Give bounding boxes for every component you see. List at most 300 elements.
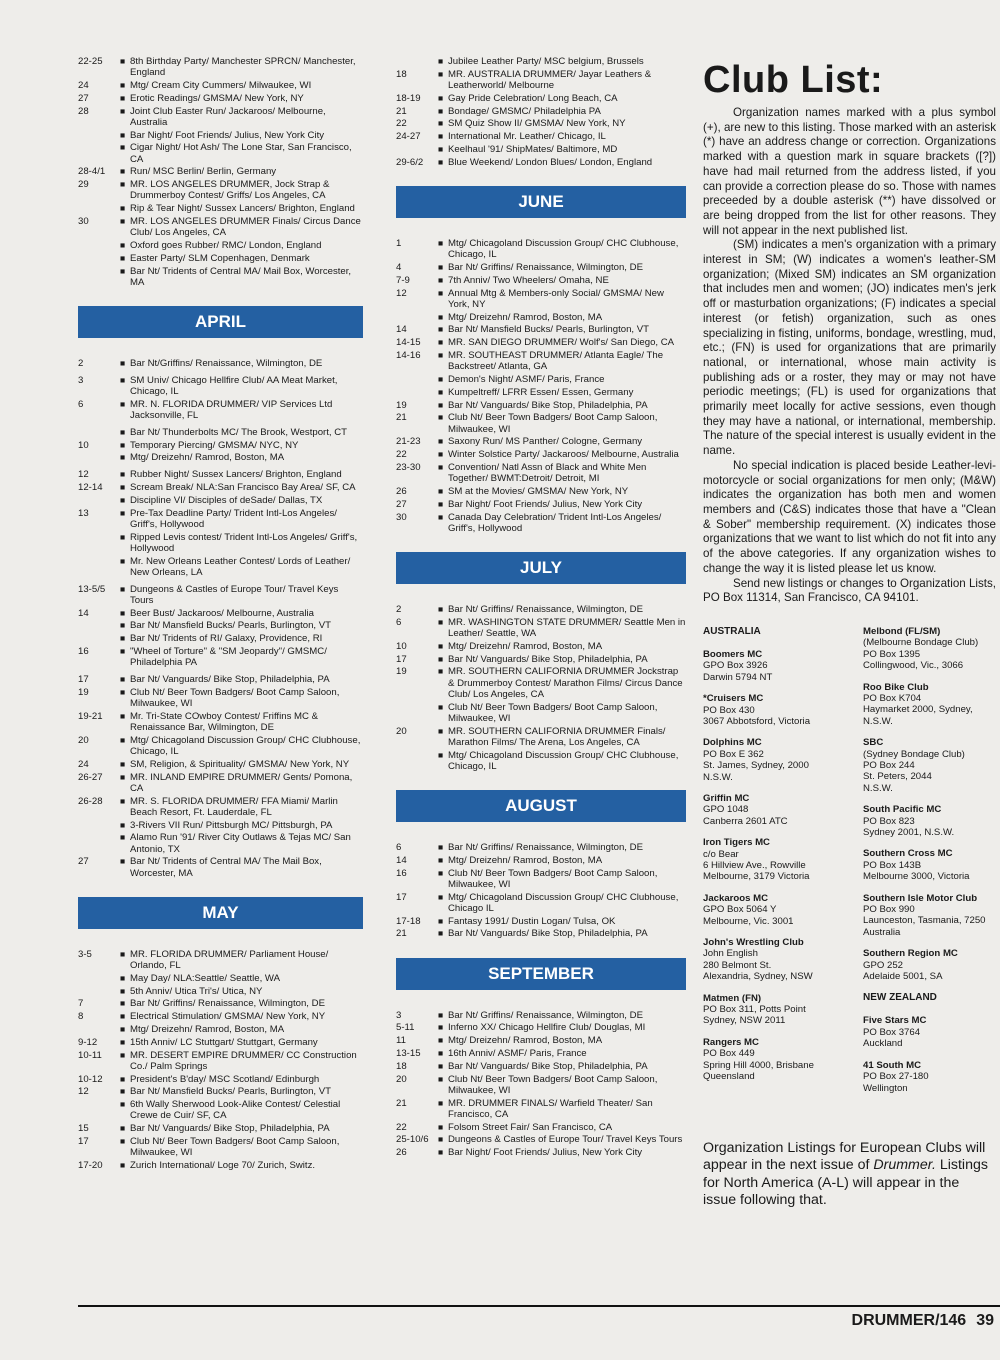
- bullet-icon: ■: [438, 749, 444, 760]
- event-row: [396, 1074, 686, 1096]
- club-address-line: St. James, Sydney, 2000: [703, 760, 809, 772]
- event-text: Bar Nt/ Griffins/ Renaissance, Wilmington, DE: [448, 603, 643, 615]
- bullet-icon: ■: [120, 166, 126, 177]
- event-text: Bar Nt/Griffins/ Renaissance, Wilmington, DE: [130, 357, 323, 369]
- event-date: [78, 240, 120, 251]
- event-text: Bar Night/ Foot Friends/ Julius, New York City: [448, 1147, 643, 1159]
- club-name: Griffin MC: [703, 792, 750, 804]
- club-entry: [703, 837, 863, 883]
- region-heading: NEW ZEALAND: [863, 992, 937, 1004]
- event-text: SM Quiz Show II/ GMSMA/ New York, NY: [448, 118, 626, 130]
- event-date: [78, 556, 120, 578]
- event-date: 14: [78, 607, 89, 619]
- bullet-icon: ■: [120, 1123, 126, 1134]
- bullet-icon: ■: [438, 261, 444, 272]
- event-text: Blue Weekend/ London Blues/ London, England: [448, 156, 653, 168]
- month-header: AUGUST: [396, 790, 686, 822]
- bullet-icon: ■: [120, 607, 126, 618]
- event-row: [396, 1048, 686, 1059]
- bullet-icon: ■: [438, 373, 444, 384]
- event-text: Run/ MSC Berlin/ Berlin, Germany: [130, 166, 277, 178]
- club-address-line: Launceston, Tasmania, 7250 Australia: [863, 915, 986, 938]
- event-date: 3-5: [78, 948, 92, 960]
- event-date: [396, 56, 438, 67]
- club-address-line: N.S.W.: [703, 771, 733, 783]
- event-row: [78, 80, 363, 91]
- event-text: Rubber Night/ Sussex Lancers/ Brighton, England: [130, 469, 342, 481]
- bullet-icon: ■: [120, 469, 126, 480]
- bullet-icon: ■: [438, 1035, 444, 1046]
- event-row: [396, 916, 686, 927]
- event-date: [78, 620, 120, 631]
- event-date: 15: [78, 1123, 89, 1135]
- club-address-line: Collingwood, Vic., 3066: [863, 660, 964, 672]
- bullet-icon: ■: [438, 1121, 444, 1132]
- event-text: Bar Nt/ Vanguards/ Bike Stop, Philadelphia, PA: [130, 673, 330, 685]
- event-row: [78, 166, 363, 177]
- event-text: MR. SOUTHEAST DRUMMER/ Atlanta Eagle/ The Backstreet/ Atlanta, GA: [448, 349, 664, 373]
- bullet-icon: ■: [438, 412, 444, 423]
- event-text: Easter Party/ SLM Copenhagen, Denmark: [130, 252, 310, 264]
- event-date: 18: [396, 1060, 407, 1072]
- club-address-line: N.S.W.: [863, 782, 893, 794]
- club-address-line: PO Box 990: [863, 904, 915, 916]
- event-row: [78, 646, 363, 668]
- bullet-icon: ■: [120, 620, 126, 631]
- club-address-line: PO Box 244: [863, 759, 915, 771]
- event-row: [396, 262, 686, 273]
- event-date: 28-4/1: [78, 166, 106, 178]
- bullet-icon: ■: [438, 640, 444, 651]
- event-row: [396, 56, 686, 67]
- club-name: 41 South MC: [863, 1059, 922, 1071]
- club-address-line: Darwin 5794 NT: [703, 671, 773, 683]
- event-date: 6: [396, 616, 402, 628]
- event-text: MR. SOUTHERN CALIFORNIA DRUMMER Jockstrap & Drummerboy Contest/ Marathon Films/ Circus Dance Club/ Los Angeles, CA: [448, 666, 683, 700]
- club-address-line: Sydney 2001, N.S.W.: [863, 827, 955, 838]
- event-text: 8th Birthday Party/ Manchester SPRCN/ Manchester, England: [130, 56, 356, 79]
- event-text: May Day/ NLA:Seattle/ Seattle, WA: [130, 972, 281, 984]
- event-row: [78, 856, 363, 878]
- bullet-icon: ■: [438, 666, 444, 677]
- event-date: [78, 452, 120, 463]
- club-name: Matmen (FN): [703, 992, 762, 1004]
- club-address-line: c/o Bear: [703, 848, 739, 860]
- event-text: Mtg/ Dreizehn/ Ramrod, Boston, MA: [448, 640, 603, 652]
- event-row: [396, 617, 686, 639]
- bullet-icon: ■: [438, 156, 444, 167]
- club-address-line: Wellington: [863, 1082, 908, 1094]
- event-row: [396, 1035, 686, 1046]
- event-row: [78, 130, 363, 141]
- event-date: [78, 495, 120, 506]
- bullet-icon: ■: [438, 68, 444, 79]
- club-address-line: PO Box 311, Potts Point: [703, 1004, 806, 1016]
- event-text: Club Nt/ Beer Town Badgers/ Boot Camp Saloon, Milwaukee, WI: [448, 412, 658, 435]
- bullet-icon: ■: [120, 645, 126, 656]
- club-list-footnote: Organization Listings for European Clubs will appear in the next issue of Drummer. Listings for North America (A-L) will appear in the issue following that.: [703, 1139, 988, 1209]
- month-header: APRIL: [78, 306, 363, 338]
- bullet-icon: ■: [120, 1073, 126, 1084]
- event-row: [396, 238, 686, 260]
- region-heading: AUSTRALIA: [703, 625, 761, 637]
- event-row: [78, 1136, 363, 1158]
- event-row: [78, 1160, 363, 1171]
- event-text: MR. SOUTHERN CALIFORNIA DRUMMER Finals/ Marathon Films/ The Arena, Los Angeles, CA: [448, 725, 666, 748]
- event-date: 22: [396, 118, 407, 130]
- event-text: "Wheel of Torture" & "SM Jeopardy"/ GMSMC/ Philadelphia PA: [130, 645, 327, 669]
- bullet-icon: ■: [120, 758, 126, 769]
- event-text: Mr. New Orleans Leather Contest/ Lords of Leather/ New Orleans, LA: [130, 555, 351, 578]
- event-date: 18: [396, 68, 407, 80]
- event-row: [78, 796, 363, 818]
- bullet-icon: ■: [120, 1159, 126, 1170]
- bullet-icon: ■: [120, 203, 126, 214]
- event-date: [78, 130, 120, 141]
- club-entry: [863, 948, 991, 982]
- event-date: 27: [78, 856, 89, 868]
- event-text: Keelhaul '91/ ShipMates/ Baltimore, MD: [448, 143, 618, 155]
- club-name: South Pacific MC: [863, 804, 942, 816]
- event-text: Mtg/ Dreizehn/ Ramrod, Boston, MA: [130, 1023, 285, 1035]
- event-row: [396, 1122, 686, 1133]
- bullet-icon: ■: [438, 337, 444, 348]
- event-row: [396, 131, 686, 142]
- event-date: 10: [396, 640, 407, 652]
- event-date: 27: [78, 92, 89, 104]
- bullet-icon: ■: [120, 734, 126, 745]
- event-row: [78, 633, 363, 644]
- bullet-icon: ■: [120, 215, 126, 226]
- bullet-icon: ■: [438, 324, 444, 335]
- club-name: John's Wrestling Club: [703, 937, 804, 949]
- event-row: [396, 666, 686, 700]
- club-address-line: 6 Hillview Ave., Rowville: [703, 860, 806, 871]
- bullet-icon: ■: [438, 105, 444, 116]
- magazine-name: Drummer.: [873, 1157, 936, 1174]
- event-row: [396, 462, 686, 484]
- club-address-line: Sydney, NSW 2011: [703, 1015, 786, 1027]
- club-address-line: GPO Box 3926: [703, 660, 768, 672]
- bullet-icon: ■: [120, 686, 126, 697]
- event-row: [396, 750, 686, 772]
- event-row: [78, 253, 363, 264]
- bullet-icon: ■: [120, 673, 126, 684]
- club-address-line: PO Box E 362: [703, 748, 764, 760]
- event-row: [396, 1010, 686, 1021]
- event-text: Inferno XX/ Chicago Hellfire Club/ Douglas, MI: [448, 1022, 646, 1034]
- bullet-icon: ■: [120, 494, 126, 505]
- bullet-icon: ■: [438, 349, 444, 360]
- event-date: 8: [78, 1011, 84, 1023]
- bullet-icon: ■: [438, 311, 444, 322]
- event-date: 22: [396, 449, 407, 461]
- bullet-icon: ■: [120, 985, 126, 996]
- event-text: Joint Club Easter Run/ Jackaroos/ Melbourne, Australia: [130, 105, 326, 128]
- event-text: Mtg/ Chicagoland Discussion Group/ CHC Clubhouse, Chicago, IL: [448, 237, 679, 261]
- event-row: [396, 106, 686, 117]
- event-row: [396, 387, 686, 398]
- event-text: SM, Religion, & Spirituality/ GMSMA/ New York, NY: [130, 758, 350, 770]
- event-row: [396, 512, 686, 534]
- event-row: [396, 604, 686, 615]
- bullet-icon: ■: [120, 1086, 126, 1097]
- event-date: 10-11: [78, 1049, 102, 1061]
- event-text: Club Nt/ Beer Town Badgers/ Boot Camp Saloon, Milwaukee, WI: [448, 867, 658, 890]
- event-date: 9-12: [78, 1036, 98, 1048]
- bullet-icon: ■: [438, 891, 444, 902]
- club-name: Melbond (FL/SM): [863, 625, 941, 637]
- club-entry: [703, 1037, 863, 1083]
- event-row: [396, 337, 686, 348]
- event-text: Fantasy 1991/ Dustin Logan/ Tulsa, OK: [448, 915, 616, 927]
- bullet-icon: ■: [438, 1097, 444, 1108]
- event-row: [78, 508, 363, 530]
- event-text: Mtg/ Dreizehn/ Ramrod, Boston, MA: [448, 311, 603, 323]
- bullet-icon: ■: [120, 710, 126, 721]
- club-entry: [703, 649, 863, 683]
- club-address-line: GPO 252: [863, 959, 903, 971]
- event-row: [78, 820, 363, 831]
- bullet-icon: ■: [120, 832, 126, 843]
- page-number: 39: [976, 1312, 994, 1329]
- event-text: Bar Nt/ Vanguards/ Bike Stop, Philadelphia, PA: [130, 1123, 330, 1135]
- club-address-line: Queensland: [703, 1071, 755, 1083]
- bullet-icon: ■: [120, 1023, 126, 1034]
- bullet-icon: ■: [438, 274, 444, 285]
- event-date: 24-27: [396, 131, 421, 143]
- club-name: *Cruisers MC: [703, 693, 764, 705]
- event-text: Dungeons & Castles of Europe Tour/ Travel Keys Tours: [448, 1134, 683, 1146]
- club-address-line: Canberra 2601 ATC: [703, 815, 788, 827]
- bullet-icon: ■: [120, 1036, 126, 1047]
- intro-paragraph: (SM) indicates a men's organization with a primary interest in SM; (W) indicates a women's leather-SM organization; (Mixed SM) indicates an SM organization that includes men and women; (JO) indicates men's jerk off or masturbation organizations; (F) indicates a special interest (or fetish) organization, such as ones specializing in fisting, uniforms, bondage, wrestling, mud, etc.; (FN) is used for organizations that are primarily national, or international, whose main activity is publishing ads or a roster, they may or may not have periodic meetings; (FL) is used for organizations that primarily meet locally for active sessions, even though they may have a national, or international, membership. The nature of the special interest is usually evident in the name.: [703, 238, 996, 458]
- event-date: 17: [78, 673, 89, 685]
- event-row: [396, 324, 686, 335]
- club-entry: [863, 626, 991, 672]
- club-name: Southern Region MC: [863, 948, 958, 960]
- club-entry: [863, 1015, 991, 1049]
- bullet-icon: ■: [120, 507, 126, 518]
- bullet-icon: ■: [438, 701, 444, 712]
- event-date: 16: [78, 645, 89, 657]
- event-date: 3: [396, 1009, 402, 1021]
- event-text: Bar Nt/ Tridents of Central MA/ Mail Box, Worcester, MA: [130, 265, 352, 288]
- event-date: 29: [78, 179, 89, 191]
- bullet-icon: ■: [120, 56, 126, 66]
- event-row: [396, 1134, 686, 1145]
- club-address-line: 3067 Abbotsford, Victoria: [703, 715, 811, 727]
- event-date: 14-16: [396, 349, 421, 361]
- event-date: [78, 1099, 120, 1121]
- event-row: [78, 56, 363, 78]
- event-row: [78, 1024, 363, 1035]
- event-text: 15th Anniv/ LC Stuttgart/ Stuttgart, Germany: [130, 1036, 318, 1048]
- event-text: Canada Day Celebration/ Trident Intl-Los Angeles/ Griff's, Hollywood: [448, 511, 662, 534]
- event-row: [396, 855, 686, 866]
- event-date: 19: [396, 399, 407, 411]
- event-text: President's B'day/ MSC Scotland/ Edinburgh: [130, 1073, 320, 1085]
- bullet-icon: ■: [120, 129, 126, 140]
- event-row: [78, 1074, 363, 1085]
- event-text: Temporary Piercing/ GMSMA/ NYC, NY: [130, 439, 299, 451]
- event-text: Bar Nt/ Griffins/ Renaissance, Wilmington, DE: [448, 261, 643, 273]
- event-text: Bar Nt/ Mansfield Bucks/ Pearls, Burlington, VT: [448, 324, 650, 336]
- club-address-line: 280 Belmont St.: [703, 959, 772, 971]
- bullet-icon: ■: [438, 616, 444, 627]
- bullet-icon: ■: [120, 1049, 126, 1060]
- club-entry: [863, 848, 991, 882]
- club-address-line: (Melbourne Bondage Club): [863, 637, 979, 649]
- event-row: [78, 556, 363, 578]
- club-address-line: Melbourne, Vic. 3001: [703, 915, 794, 927]
- event-text: Dungeons & Castles of Europe Tour/ Travel Keys Tours: [130, 583, 339, 606]
- event-date: 21-23: [396, 436, 421, 448]
- club-name: Iron Tigers MC: [703, 837, 770, 849]
- bullet-icon: ■: [120, 374, 126, 385]
- club-entry: [863, 893, 991, 939]
- calendar-column-2: [396, 56, 686, 1160]
- event-row: [396, 868, 686, 890]
- bullet-icon: ■: [438, 867, 444, 878]
- event-date: 26: [396, 485, 407, 497]
- event-date: 18-19: [396, 92, 421, 104]
- event-text: Bar Nt/ Griffins/ Renaissance, Wilmington, DE: [448, 1009, 643, 1021]
- event-row: [396, 726, 686, 748]
- event-date: 7: [78, 998, 84, 1010]
- event-text: Bar Nt/ Vanguards/ Bike Stop, Philadelphia, PA: [448, 653, 648, 665]
- event-row: [78, 440, 363, 451]
- event-text: Mr. Tri-State COwboy Contest/ Friffins MC & Renaissance Bar, Wilmington, DE: [130, 710, 319, 733]
- event-date: 19: [396, 666, 407, 678]
- month-header: MAY: [78, 897, 363, 929]
- event-text: Convention/ Natl Assn of Black and White Men Together/ BWMT:Detroit/ Detroit, MI: [448, 461, 647, 485]
- event-text: Bar Nt/ Griffins/ Renaissance, Wilmington, DE: [130, 998, 325, 1010]
- bullet-icon: ■: [438, 498, 444, 509]
- bullet-icon: ■: [438, 1060, 444, 1071]
- event-date: 22: [396, 1121, 407, 1133]
- club-name: Southern Isle Motor Club: [863, 892, 978, 904]
- event-text: Demon's Night/ ASMF/ Paris, France: [448, 373, 605, 385]
- bullet-icon: ■: [120, 80, 126, 90]
- bullet-icon: ■: [438, 1047, 444, 1058]
- event-date: 24: [78, 80, 89, 91]
- event-row: [396, 350, 686, 372]
- event-row: [78, 584, 363, 606]
- event-row: [78, 482, 363, 493]
- club-name: Roo Bike Club: [863, 681, 929, 693]
- event-row: [78, 240, 363, 251]
- event-date: 12-14: [78, 481, 103, 493]
- event-row: [78, 358, 363, 369]
- event-row: [78, 986, 363, 997]
- event-date: 21: [396, 1097, 407, 1109]
- event-date: [78, 142, 120, 164]
- club-entry: [703, 993, 863, 1027]
- bullet-icon: ■: [438, 399, 444, 410]
- club-entry: [703, 893, 863, 927]
- bullet-icon: ■: [120, 105, 126, 116]
- club-entry: [863, 737, 991, 794]
- event-date: 28: [78, 105, 89, 117]
- event-row: [396, 892, 686, 914]
- event-text: International Mr. Leather/ Chicago, IL: [448, 131, 606, 143]
- month-header: SEPTEMBER: [396, 958, 686, 990]
- bullet-icon: ■: [438, 841, 444, 852]
- event-date: [396, 312, 438, 323]
- event-date: [78, 427, 120, 438]
- event-row: [396, 1147, 686, 1158]
- bullet-icon: ■: [438, 92, 444, 103]
- bullet-icon: ■: [120, 357, 126, 368]
- event-date: 14-15: [396, 337, 421, 349]
- event-row: [396, 842, 686, 853]
- bullet-icon: ■: [438, 653, 444, 664]
- event-row: [396, 1061, 686, 1072]
- event-row: [396, 69, 686, 91]
- event-row: [396, 374, 686, 385]
- club-address-line: Auckland: [863, 1038, 903, 1050]
- club-name: Five Stars MC: [863, 1015, 927, 1027]
- event-text: MR. LOS ANGELES DRUMMER Finals/ Circus Dance Club/ Los Angeles, CA: [130, 215, 361, 239]
- event-row: [78, 375, 363, 397]
- event-date: 26-28: [78, 795, 103, 807]
- event-date: 17-18: [396, 915, 421, 927]
- event-row: [396, 288, 686, 310]
- event-row: [396, 275, 686, 286]
- magazine-issue: DRUMMER/146: [851, 1312, 967, 1329]
- event-date: 23-30: [396, 461, 421, 473]
- event-date: [396, 702, 438, 724]
- event-text: Erotic Readings/ GMSMA/ New York, NY: [130, 92, 304, 104]
- event-date: [78, 986, 120, 997]
- event-date: 2: [78, 357, 84, 369]
- event-text: Zurich International/ Loge 70/ Zurich, Switz.: [130, 1159, 316, 1171]
- club-address-line: PO Box 1395: [863, 648, 921, 660]
- club-address-line: Melbourne, 3179 Victoria: [703, 871, 810, 883]
- club-name: Jackaroos MC: [703, 892, 769, 904]
- event-text: Club Nt/ Beer Town Badgers/ Boot Camp Saloon, Milwaukee, WI: [130, 1135, 340, 1159]
- event-text: Beer Bust/ Jackaroos/ Melbourne, Australia: [130, 607, 314, 619]
- event-date: 1: [396, 237, 402, 249]
- event-row: [78, 772, 363, 794]
- event-date: 29-6/2: [396, 156, 424, 168]
- event-text: MR. LOS ANGELES DRUMMER, Jock Strap & Drummerboy Contest/ Griffs/ Los Angeles, CA: [130, 179, 330, 202]
- club-address-line: PO Box 3764: [863, 1026, 921, 1038]
- event-date: [78, 820, 120, 831]
- club-entry: [703, 693, 863, 727]
- event-row: [78, 735, 363, 757]
- bullet-icon: ■: [438, 928, 444, 939]
- event-date: [396, 374, 438, 385]
- event-date: 20: [396, 1073, 407, 1085]
- event-row: [396, 702, 686, 724]
- club-address-line: Alexandria, Sydney, NSW: [703, 971, 813, 983]
- event-text: Bar Nt/ Mansfield Bucks/ Pearls, Burlington, VT: [130, 620, 332, 632]
- event-date: 26: [396, 1147, 407, 1159]
- bullet-icon: ■: [438, 915, 444, 926]
- event-row: [78, 759, 363, 770]
- event-date: 17: [396, 653, 407, 665]
- bullet-icon: ■: [438, 436, 444, 447]
- event-date: 27: [396, 498, 407, 510]
- footer-rule: [78, 1305, 1000, 1307]
- event-text: 3-Rivers VII Run/ Pittsburgh MC/ Pittsburgh, PA: [130, 819, 333, 831]
- club-name: SBC: [863, 737, 884, 749]
- event-row: [78, 452, 363, 463]
- event-row: [396, 654, 686, 665]
- bullet-icon: ■: [438, 1073, 444, 1084]
